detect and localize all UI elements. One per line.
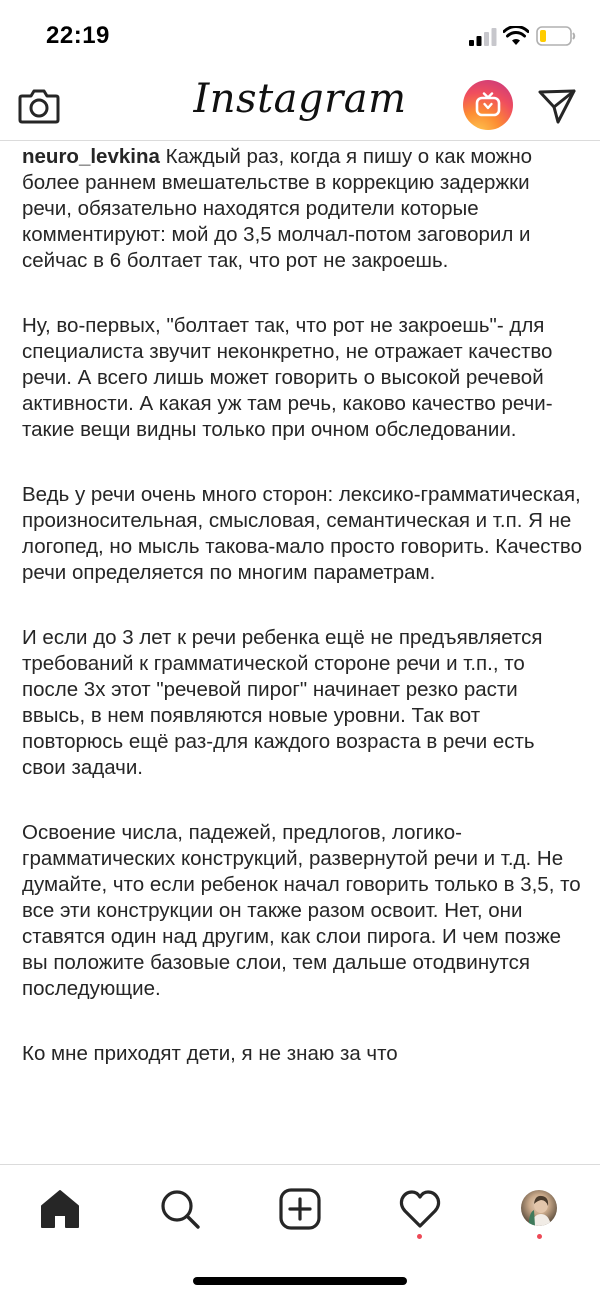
cellular-signal-icon: [469, 28, 497, 46]
caption-paragraph-6: Ко мне приходят дети, я не знаю за что: [22, 1042, 398, 1065]
caption-paragraph-5: Освоение числа, падежей, предлогов, логико-грамматических конструкций, развернутой речи и т.д. Не думайте, что если ребенок начал говорить только в 3,5, то все эти конструкции он также разом освоит. Нет, они ставятся один над другим, как слои пирога. И чем позже вы положите базовые слои, тем дальше отодвинутся последующие.: [22, 821, 581, 1000]
home-icon[interactable]: [38, 1187, 82, 1231]
instagram-logo: Instagram: [193, 76, 407, 122]
profile-notification-dot: [537, 1234, 542, 1239]
caption-paragraph-3: Ведь у речи очень много сторон: лексико-грамматическая, произносительная, смысловая, семантическая и т.п. Я не логопед, но мысль такова-мало просто говорить. Качество речи определяется по многим параметрам.: [22, 483, 582, 584]
igtv-icon[interactable]: [463, 80, 513, 130]
top-navigation: [0, 72, 600, 141]
caption-paragraph-2: Ну, во-первых, "болтает так, что рот не закроешь"- для специалиста звучит неконкретно, не отражает качество речи. А всего лишь может говорить о высокой речевой активности. А какая уж там речь, каково качество речи-такие вещи видны только при очном обследовании.: [22, 314, 553, 441]
home-indicator: [193, 1277, 407, 1285]
status-bar: [0, 0, 600, 72]
search-icon[interactable]: [158, 1187, 202, 1231]
post-username[interactable]: neuro_levkina: [22, 145, 160, 168]
caption-paragraph-1: [22, 144, 582, 274]
direct-message-icon[interactable]: [537, 86, 577, 126]
add-post-icon[interactable]: [278, 1187, 322, 1231]
profile-avatar[interactable]: [521, 1190, 557, 1226]
status-time: 22:19: [46, 22, 110, 49]
heart-icon[interactable]: [398, 1187, 442, 1231]
battery-icon: [536, 25, 576, 47]
caption-paragraph-4: И если до 3 лет к речи ребенка ещё не предъявляется требований к грамматической стороне речи и т.п., то после 3х этот "речевой пирог" начинает резко расти ввысь, в нем появляются новые уровни. Так вот повторюсь ещё раз-для каждого возраста в речи есть свои задачи.: [22, 626, 543, 779]
caption-text: Каждый раз, когда я пишу о как можно более раннем вмешательстве в коррекцию задержки речи, обязательно находятся родители которые комментируют: мой до 3,5 молчал-потом заговорил и сейчас в 6 болтает так, что рот не закроешь.: [22, 145, 533, 272]
activity-notification-dot: [417, 1234, 422, 1239]
post-caption: [22, 144, 582, 1164]
wifi-icon: [503, 26, 529, 46]
